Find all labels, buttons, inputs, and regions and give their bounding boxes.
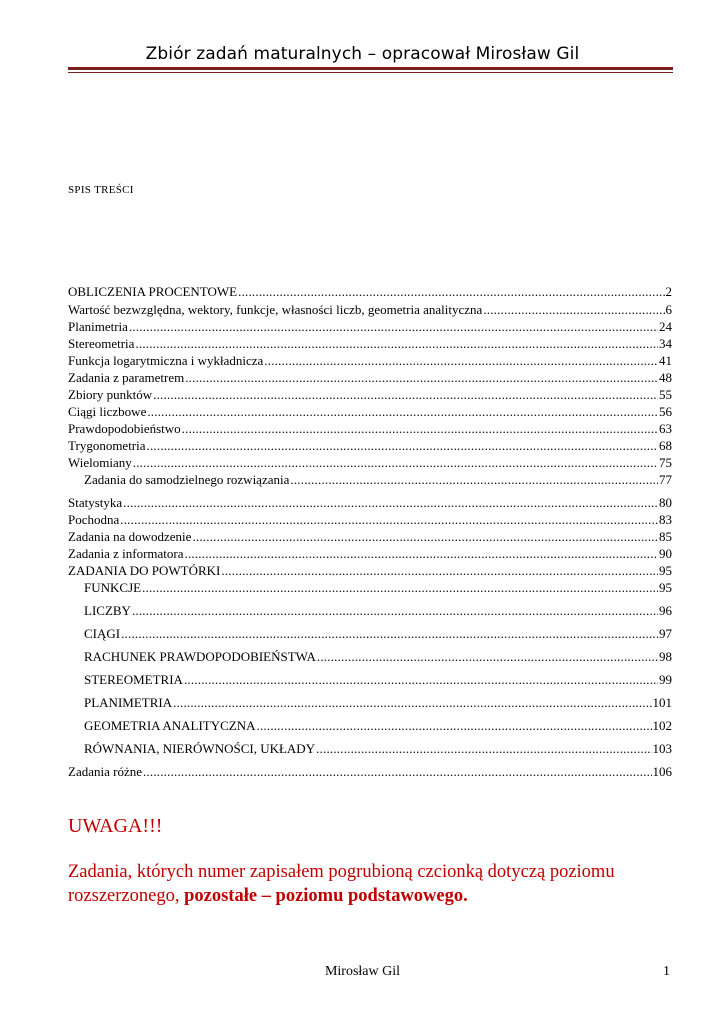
toc-leader-dots	[143, 763, 652, 780]
toc-entry[interactable]	[68, 437, 672, 454]
toc-leader-dots	[290, 471, 658, 488]
toc-entry-page: 24	[659, 319, 672, 334]
notice-text-normal: Zadania, których numer zapisałem pogrubioną czcionką dotyczą poziomu rozszerzonego,	[68, 862, 615, 906]
toc-entry[interactable]	[68, 386, 672, 403]
toc-entry-page: 95	[659, 563, 672, 578]
toc-entry[interactable]	[68, 283, 672, 300]
toc-leader-dots	[147, 437, 658, 454]
toc-entry-page: 101	[652, 695, 672, 710]
notice-text	[68, 860, 668, 908]
toc-subentry[interactable]	[68, 717, 672, 734]
toc-entry[interactable]	[68, 454, 672, 471]
toc-entry-label: Wartość bezwzględna, wektory, funkcje, własności liczb, geometria analityczna	[68, 302, 483, 317]
toc-leader-dots	[257, 717, 652, 734]
toc-entry[interactable]	[68, 511, 672, 528]
toc-entry[interactable]	[68, 352, 672, 369]
toc-heading: SPIS TREŚCI	[68, 184, 134, 196]
toc-entry[interactable]	[68, 420, 672, 437]
toc-entry-label: LICZBY	[84, 603, 131, 618]
toc-leader-dots	[182, 420, 658, 437]
toc-entry-page: 85	[659, 529, 672, 544]
footer-page-number: 1	[663, 964, 670, 979]
toc-entry-page: 99	[659, 672, 672, 687]
page-header-title: Zbiór zadań maturalnych – opracował Mirosław Gil	[145, 44, 580, 64]
toc-leader-dots	[142, 579, 658, 596]
toc-subentry[interactable]	[68, 671, 672, 688]
table-of-contents	[68, 283, 672, 780]
toc-entry-label: ZADANIA DO POWTÓRKI	[68, 563, 221, 578]
toc-entry-label: PLANIMETRIA	[84, 695, 173, 710]
toc-entry-page: 56	[659, 404, 672, 419]
toc-leader-dots	[238, 283, 664, 300]
toc-entry-page: 41	[659, 353, 672, 368]
toc-entry-label: Zadania do samodzielnego rozwiązania	[84, 472, 290, 487]
toc-subentry[interactable]	[68, 579, 672, 596]
toc-entry-label: RÓWNANIA, NIERÓWNOŚCI, UKŁADY	[84, 741, 316, 756]
toc-subentry[interactable]	[68, 694, 672, 711]
toc-entry-label: Zbiory punktów	[68, 387, 153, 402]
toc-leader-dots	[147, 403, 658, 420]
toc-entry-page: 2	[665, 284, 672, 299]
toc-leader-dots	[120, 511, 658, 528]
toc-entry-page: 95	[659, 580, 672, 595]
toc-subentry[interactable]	[68, 471, 672, 488]
toc-entry-label: Wielomiany	[68, 455, 132, 470]
toc-subentry[interactable]	[68, 740, 672, 757]
toc-entry[interactable]	[68, 403, 672, 420]
toc-entry-page: 80	[659, 495, 672, 510]
toc-entry-page: 6	[665, 302, 672, 317]
toc-leader-dots	[121, 625, 658, 642]
toc-leader-dots	[185, 545, 659, 562]
toc-entry-page: 96	[659, 603, 672, 618]
toc-leader-dots	[184, 671, 658, 688]
toc-entry-label: Stereometria	[68, 336, 135, 351]
toc-entry-label: Zadania różne	[68, 764, 142, 779]
toc-leader-dots	[221, 562, 658, 579]
toc-entry-label: Statystyka	[68, 495, 123, 510]
toc-entry-page: 103	[652, 741, 672, 756]
toc-entry[interactable]	[68, 562, 672, 579]
toc-leader-dots	[483, 301, 664, 318]
toc-entry-label: CIĄGI	[84, 626, 121, 641]
toc-entry-label: Trygonometria	[68, 438, 146, 453]
toc-entry[interactable]	[68, 494, 672, 511]
toc-entry-page: 34	[659, 336, 672, 351]
toc-leader-dots	[185, 369, 658, 386]
toc-entry[interactable]	[68, 335, 672, 352]
toc-entry-page: 98	[659, 649, 672, 664]
toc-entry-page: 77	[659, 472, 672, 487]
toc-entry[interactable]	[68, 301, 672, 318]
toc-entry-page: 102	[652, 718, 672, 733]
toc-entry-label: Planimetria	[68, 319, 128, 334]
toc-entry-label: Funkcja logarytmiczna i wykładnicza	[68, 353, 264, 368]
toc-entry-label: RACHUNEK PRAWDOPODOBIEŃSTWA	[84, 649, 316, 664]
toc-leader-dots	[173, 694, 651, 711]
toc-leader-dots	[264, 352, 658, 369]
toc-entry-label: Zadania na dowodzenie	[68, 529, 192, 544]
toc-entry[interactable]	[68, 369, 672, 386]
toc-subentry[interactable]	[68, 648, 672, 665]
toc-leader-dots	[135, 335, 658, 352]
toc-entry-page: 63	[659, 421, 672, 436]
toc-leader-dots	[132, 602, 658, 619]
toc-entry-label: Prawdopodobieństwo	[68, 421, 181, 436]
toc-subentry[interactable]	[68, 602, 672, 619]
toc-entry-page: 75	[659, 455, 672, 470]
toc-leader-dots	[129, 318, 658, 335]
toc-entry-label: FUNKCJE	[84, 580, 142, 595]
toc-entry-label: Zadania z informatora	[68, 546, 184, 561]
toc-entry-page: 68	[659, 438, 672, 453]
footer-author: Mirosław Gil	[324, 964, 401, 979]
header-rule-thin	[68, 72, 673, 73]
toc-leader-dots	[153, 386, 658, 403]
toc-entry-page: 106	[652, 764, 672, 779]
toc-leader-dots	[133, 454, 658, 471]
toc-entry[interactable]	[68, 528, 672, 545]
toc-entry-label: STEREOMETRIA	[84, 672, 183, 687]
toc-entry-label: Ciągi liczbowe	[68, 404, 147, 419]
toc-entry-label: GEOMETRIA ANALITYCZNA	[84, 718, 256, 733]
toc-entry-label: OBLICZENIA PROCENTOWE	[68, 284, 238, 299]
notice-title: UWAGA!!!	[68, 815, 163, 837]
toc-leader-dots	[317, 648, 658, 665]
toc-entry[interactable]	[68, 545, 672, 562]
toc-leader-dots	[123, 494, 658, 511]
toc-entry-label: Pochodna	[68, 512, 120, 527]
header-rule-thick	[68, 67, 673, 70]
toc-leader-dots	[192, 528, 658, 545]
toc-entry-page: 90	[659, 546, 672, 561]
notice-text-bold: pozostałe – poziomu podstawowego.	[184, 886, 468, 906]
toc-subentry[interactable]	[68, 625, 672, 642]
toc-entry-label: Zadania z parametrem	[68, 370, 185, 385]
toc-entry-page: 55	[659, 387, 672, 402]
toc-leader-dots	[316, 740, 651, 757]
toc-entry[interactable]	[68, 318, 672, 335]
toc-entry[interactable]	[68, 763, 672, 780]
toc-entry-page: 97	[659, 626, 672, 641]
toc-entry-page: 83	[659, 512, 672, 527]
toc-entry-page: 48	[659, 370, 672, 385]
